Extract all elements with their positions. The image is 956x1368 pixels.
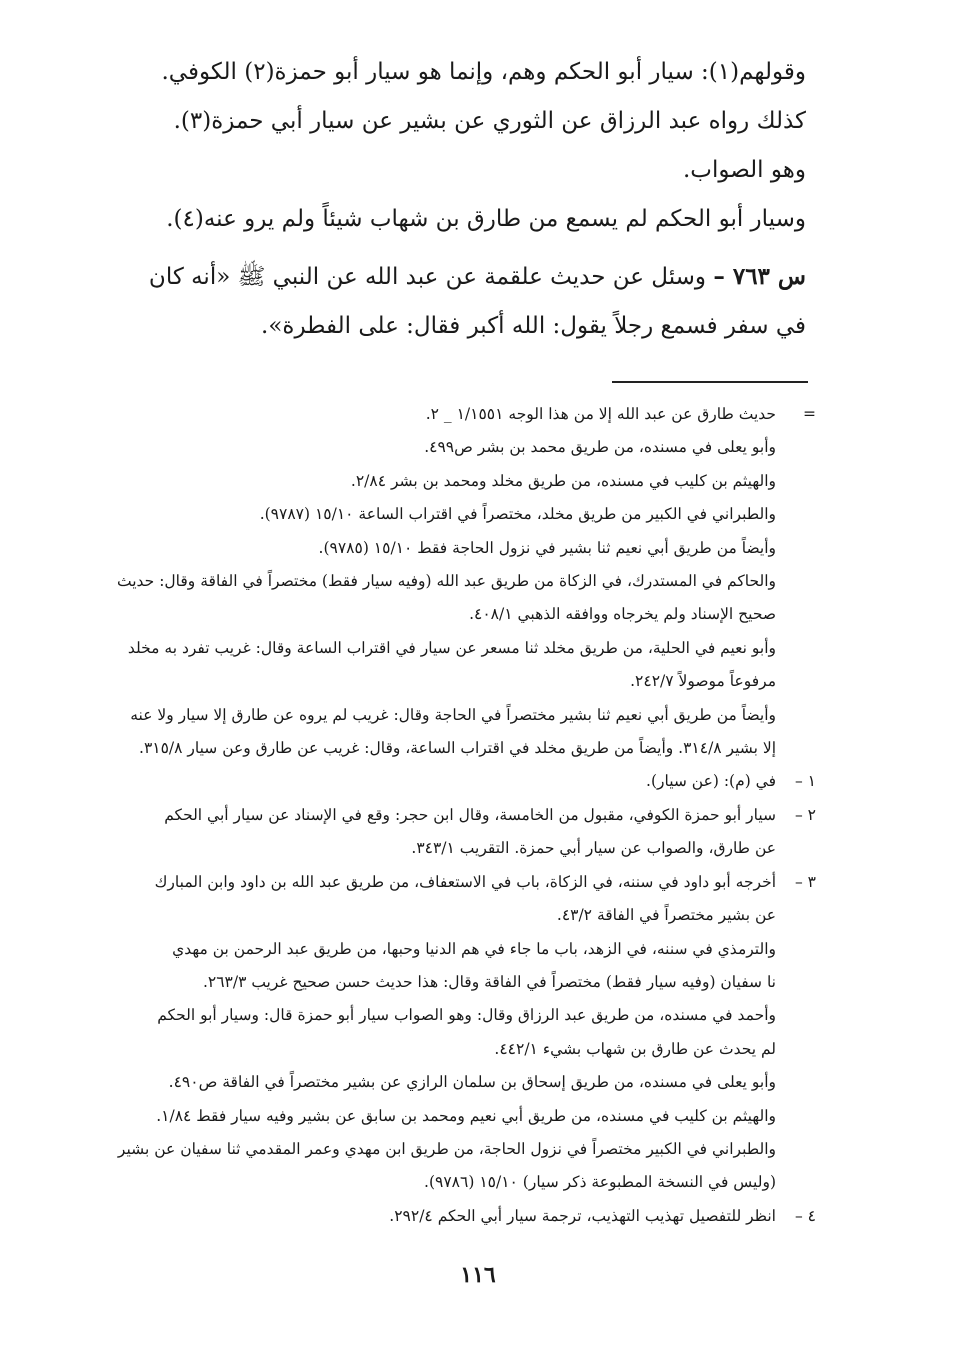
footnote-mark: ٤ – [794,1206,816,1225]
footnote-4 [126,1200,816,1233]
footnote-separator [612,381,808,383]
footnote-line: حديث طارق عن عبد الله إلا من هذا الوجه ١/١٥٥١ _ ٢. [425,405,776,423]
footnote-continued [117,398,816,765]
question-text: وسئل عن حديث علقمة عن عبد الله عن النبي ﷺ «أنه كان [148,264,707,290]
question-number: س ٧٦٣ – [713,263,806,290]
footnote-line: والحاكم في المستدرك، في الزكاة من طريق عبد الله (وفيه سيار فقط) مختصراً في الفاقة وقال: حديث [117,572,776,591]
footnote-mark: ١ – [794,772,816,791]
footnote-line: مرفوعاً موصولاً ٢٤٢/٧. [630,672,776,691]
main-line: وسيار أبو الحكم لم يسمع من طارق بن شهاب شيئاً ولم يرو عنه(٤). [166,206,806,232]
footnote-line: والطبراني في الكبير من طريق مخلد، مختصراً في اقتراب الساعة ١٥/١٠ (٩٧٨٧). [259,505,776,524]
footnote-line: وأيضاً من طريق أبي نعيم ثنا بشير مختصراً في الحاجة وقال: غريب لم يروه عن طارق إلا سيار ولا عنه [130,705,776,724]
footnote-line: (وليس في النسخة المطبوعة ذكر سيار) ١٥/١٠ (٩٧٨٦). [424,1173,776,1192]
main-line: وهو الصواب. [682,157,806,183]
footnote-line: انظر للتفصيل تهذيب التهذيب، ترجمة سيار أبي الحكم ٢٩٢/٤. [389,1206,776,1225]
question-line: في سفر فسمع رجلاً يقول: الله أكبر فقال: على الفطرة». [261,313,806,339]
footnote-line: وأحمد في مسنده، من طريق عبد الرزاق وقال: وهو الصواب سيار أبو حمزة قال: وسيار أبو الحكم [157,1006,776,1025]
footnote-line: أخرجه أبو داود في سننه، في الزكاة، باب في الاستعفاف، من طريق عبد الله بن داود وابن المبارك [154,872,776,891]
page-number: ١١٦ [460,1262,496,1288]
main-line: كذلك رواه عبد الرزاق عن الثوري عن بشير عن سيار أبي حمزة(٣). [173,108,806,134]
footnote-line: إلا بشير ٣١٤/٨. وأيضاً من طريق مخلد في اقتراب الساعة، وقال: غريب عن طارق وعن سيار ٣١٥/٨. [139,739,776,758]
footnote-line: سيار أبو حمزة الكوفي، مقبول من الخامسة، وقال ابن حجر: وقع في الإسناد عن سيار أبي الحكم [164,805,776,824]
footnote-1 [126,765,816,798]
footnote-line: عن طارق، والصواب عن سيار أبي حمزة. التقريب ٣٤٣/١. [411,839,776,858]
footnote-line: والهيثم بن كليب في مسنده، من طريق أبي نعيم ومحمد بن سابق عن بشير وفيه سيار فقط ١/٨٤. [156,1106,776,1125]
footnote-mark: = [803,405,816,423]
question-line [106,252,806,302]
footnotes [117,398,816,1233]
footnote-line: عن بشير مختصراً في الفاقة ٤٣/٢. [556,906,776,925]
footnote-line: والترمذي في سننه، في الزهد، باب ما جاء في هم الدنيا وحبها، من طريق عبد الرحمن بن مهدي [172,939,776,958]
footnote-line: وأبو يعلى في مسنده، من طريق إسحاق بن سلمان الرازي عن بشير مختصراً في الفاقة ص٤٩٠. [168,1073,776,1092]
main-text [106,48,806,351]
footnote-line: وأيضاً من طريق أبي نعيم ثنا بشير في نزول الحاجة فقط ١٥/١٠ (٩٧٨٥). [318,538,776,557]
footnote-line: والطبراني في الكبير مختصراً في نزول الحاجة، من طريق ابن مهدي وعمر المقدمي ثنا سفيان عن بشير [117,1139,776,1158]
footnote-2 [126,799,816,866]
footnote-line: وأبو نعيم في الحلية، من طريق مخلد ثنا مسعر عن سيار في اقتراب الساعة وقال: غريب تفرد به مخلد [127,638,776,657]
footnote-mark: ٢ – [794,805,816,824]
footnote-mark: ٣ – [794,872,816,891]
footnote-line: وأبو يعلى في مسنده، من طريق محمد بن بشر ص٤٩٩. [424,438,776,457]
footnote-line: في (م): (عن سيار). [646,772,776,791]
footnote-line: صحيح الإسناد ولم يخرجاه ووافقه الذهبي ٤٠٨/١. [469,605,776,624]
footnote-line: لم يحدث عن طارق بن شهاب بشيء ٤٤٢/١. [494,1039,776,1058]
footnote-line: نا سفيان (وفيه سيار فقط) مختصراً في الفاقة وقال: هذا حديث حسن صحيح غريب ٢٦٣/٣. [202,972,776,991]
footnote-line: والهيثم بن كليب في مسنده، من طريق مخلد ومحمد بن بشر ٢/٨٤. [350,471,776,490]
main-line: وقولهم(١): سيار أبو الحكم وهم، وإنما هو سيار أبو حمزة(٢) الكوفي. [161,59,806,85]
footnote-3 [117,866,816,1200]
